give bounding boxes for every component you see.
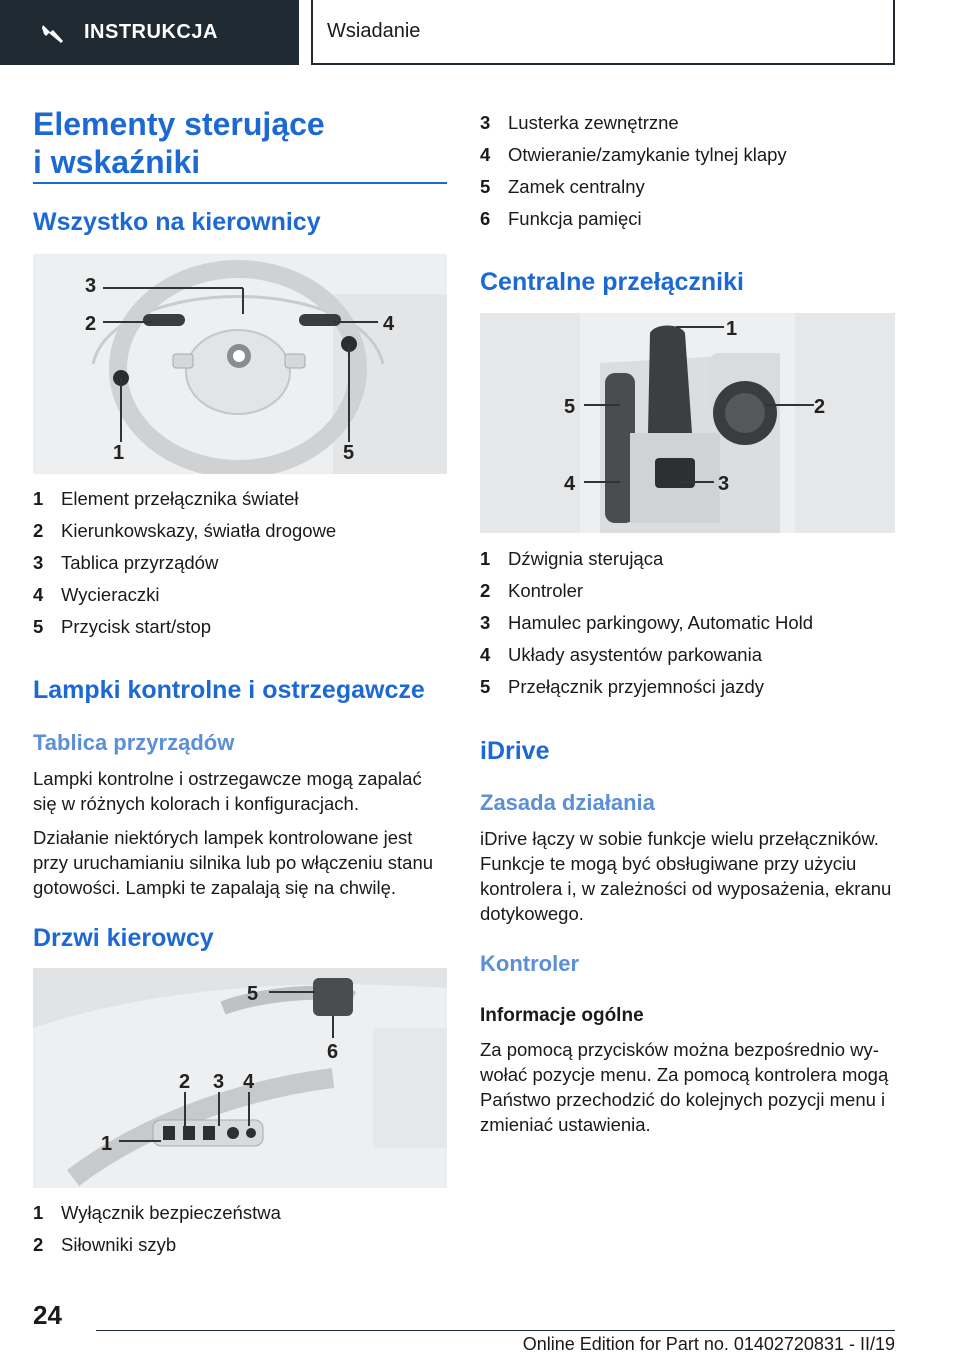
list-item: 5 Przycisk start/stop xyxy=(33,616,212,637)
wrench-icon xyxy=(40,20,66,46)
list-item: 4 Wycieraczki xyxy=(33,584,160,605)
heading-center-console: Centralne przełączniki xyxy=(480,268,744,296)
subheading-controller: Kontroler xyxy=(480,951,579,976)
header-tab-label: INSTRUKCJA xyxy=(84,21,218,43)
list-item: 2 Kierunkowskazy, światła drogowe xyxy=(33,520,337,541)
callout-2: 2 xyxy=(814,396,826,418)
title-divider xyxy=(33,182,447,184)
callout-3: 3 xyxy=(213,1071,225,1093)
callout-3: 3 xyxy=(85,275,97,297)
callout-6: 6 xyxy=(327,1041,339,1063)
callout-4: 4 xyxy=(243,1071,255,1093)
heading-steering: Wszystko na kierownicy xyxy=(33,208,321,236)
list-item: 2 Siłowniki szyb xyxy=(33,1234,177,1255)
header-tab[interactable] xyxy=(0,0,299,65)
steering-wheel-illustration xyxy=(33,254,447,474)
page-number: 24 xyxy=(33,1300,62,1330)
callout-4: 4 xyxy=(383,313,395,335)
list-item: 2 Kontroler xyxy=(480,580,584,601)
list-item: 3 Tablica przyrządów xyxy=(33,552,219,573)
steering-legend xyxy=(33,483,447,643)
callout-2: 2 xyxy=(85,313,97,335)
list-item: 1 Element przełącznika świateł xyxy=(33,488,299,509)
figure-driver-door xyxy=(33,968,447,1188)
door-legend xyxy=(33,1197,447,1261)
page-title: Elementy sterujące i wskaźniki xyxy=(33,106,325,180)
subheading-general-info: Informacje ogólne xyxy=(480,1005,644,1026)
center-legend xyxy=(480,543,895,703)
door-illustration xyxy=(33,968,447,1188)
callout-1: 1 xyxy=(113,442,125,464)
list-item: 1 Wyłącznik bezpieczeństwa xyxy=(33,1202,281,1223)
list-item: 5 Przełącznik przyjemności jazdy xyxy=(480,676,765,697)
callout-5: 5 xyxy=(343,442,355,464)
heading-driver-door: Drzwi kierowcy xyxy=(33,924,214,952)
footer-edition: Online Edition for Part no. 01402720831 - II/19 xyxy=(522,1334,895,1354)
lamps-text: Lampki kontrolne i ostrzegawcze mogą zapalać się w różnych kolorach i konfiguracjach. Działanie niektórych lampek kontrolowane jest przy uruchamianiu silnika lub po włączeniu stanu gotowości. Lampki te zapalają się na chwilę. xyxy=(33,768,434,898)
callout-2: 2 xyxy=(179,1071,191,1093)
list-item: 3 Lusterka zewnętrzne xyxy=(480,112,679,133)
heading-lamps: Lampki kontrolne i ostrzegawcze xyxy=(33,676,425,704)
figure-center-console xyxy=(480,313,895,533)
door-legend-continued xyxy=(480,107,895,235)
callout-5: 5 xyxy=(564,396,576,418)
callout-1: 1 xyxy=(101,1133,113,1155)
subheading-instrument-cluster: Tablica przyrządów xyxy=(33,730,235,755)
footer-divider xyxy=(96,1330,895,1331)
list-item: 1 Dźwignia sterująca xyxy=(480,548,664,569)
list-item: 3 Hamulec parkingowy, Automatic Hold xyxy=(480,612,814,633)
controller-text: Za pomocą przycisków można bezpośrednio wy-wołać pozycje menu. Za pomocą kontrolera mogą Państwo przechodzić do kolejnych pozycji menu i zmieniać ustawienia. xyxy=(480,1039,889,1135)
list-item: 6 Funkcja pamięci xyxy=(480,208,642,229)
section-title: Wsiadanie xyxy=(311,0,895,65)
idrive-text: iDrive łączy w sobie funkcje wielu przełączników. Funkcje te mogą być obsługiwane przy użyciu kontrolera i, w zależności od wyposażenia, ekranu dotykowego. xyxy=(480,828,892,924)
list-item: 5 Zamek centralny xyxy=(480,176,645,197)
list-item: 4 Otwieranie/zamykanie tylnej klapy xyxy=(480,144,787,165)
callout-4: 4 xyxy=(564,473,576,495)
callout-3: 3 xyxy=(718,473,730,495)
center-console-illustration xyxy=(480,313,895,533)
callout-1: 1 xyxy=(726,318,738,340)
figure-steering-wheel xyxy=(33,254,447,474)
list-item: 4 Układy asystentów parkowania xyxy=(480,644,762,665)
subheading-principle: Zasada działania xyxy=(480,790,655,815)
callout-5: 5 xyxy=(247,983,259,1005)
heading-idrive: iDrive xyxy=(480,737,550,765)
